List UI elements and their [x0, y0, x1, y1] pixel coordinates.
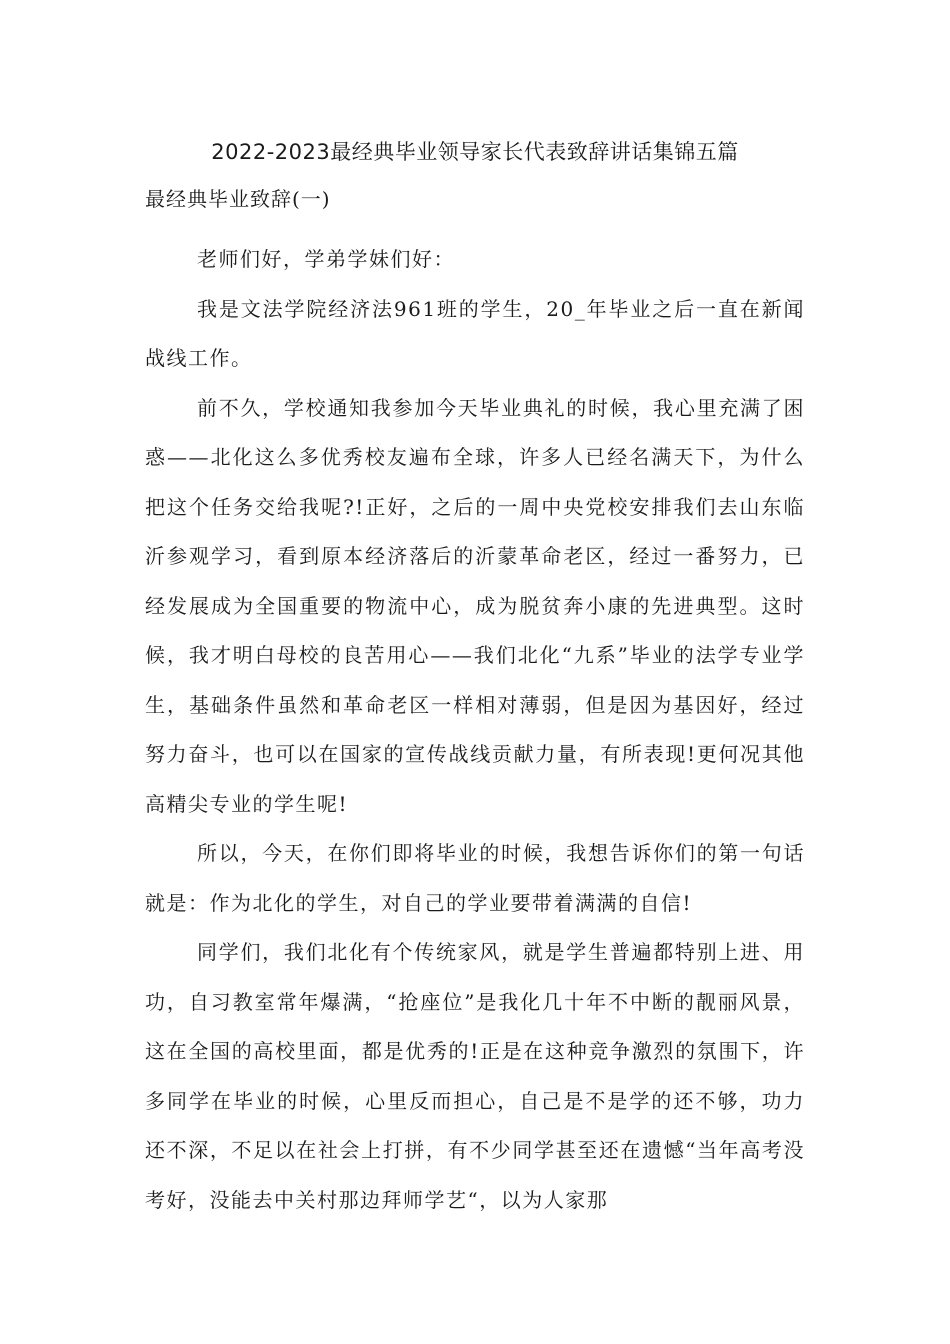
paragraph-confidence: 所以，今天，在你们即将毕业的时候，我想告诉你们的第一句话就是：作为北化的学生，对自己的学业要带着满满的自信! [145, 841, 805, 915]
paragraph-introduction: 我是文法学院经济法961班的学生，20_年毕业之后一直在新闻战线工作。 [145, 296, 805, 370]
paragraph-tradition: 同学们，我们北化有个传统家风，就是学生普遍都特别上进、用功，自习教室常年爆满，“抢座位”是我化几十年不中断的靓丽风景，这在全国的高校里面，都是优秀的!正是在这种竞争激烈的氛围下，许多同学在毕业的时候，心里反而担心，自己是不是学的还不够，功力还不深，不足以在社会上打拼，有不少同学甚至还在遗憾“当年高考没考好，没能去中关村那边拜师学艺“，以为人家那 [145, 940, 805, 1212]
document-title: 2022-2023最经典毕业领导家长代表致辞讲话集锦五篇 [211, 140, 739, 164]
paragraph-story: 前不久，学校通知我参加今天毕业典礼的时候，我心里充满了困惑——北化这么多优秀校友遍布全球，许多人已经名满天下，为什么把这个任务交给我呢?!正好，之后的一周中央党校安排我们去山东临沂参观学习，看到原本经济落后的沂蒙革命老区，经过一番努力，已经发展成为全国重要的物流中心，成为脱贫奔小康的先进典型。这时候，我才明白母校的良苦用心——我们北化“九系”毕业的法学专业学生，基础条件虽然和革命老区一样相对薄弱，但是因为基因好，经过努力奋斗，也可以在国家的宣传战线贡献力量，有所表现!更何况其他高精尖专业的学生呢! [145, 395, 805, 816]
paragraph-greeting: 老师们好，学弟学妹们好： [197, 247, 455, 271]
document-body [145, 235, 805, 1225]
section-title: 最经典毕业致辞(一) [145, 187, 331, 211]
